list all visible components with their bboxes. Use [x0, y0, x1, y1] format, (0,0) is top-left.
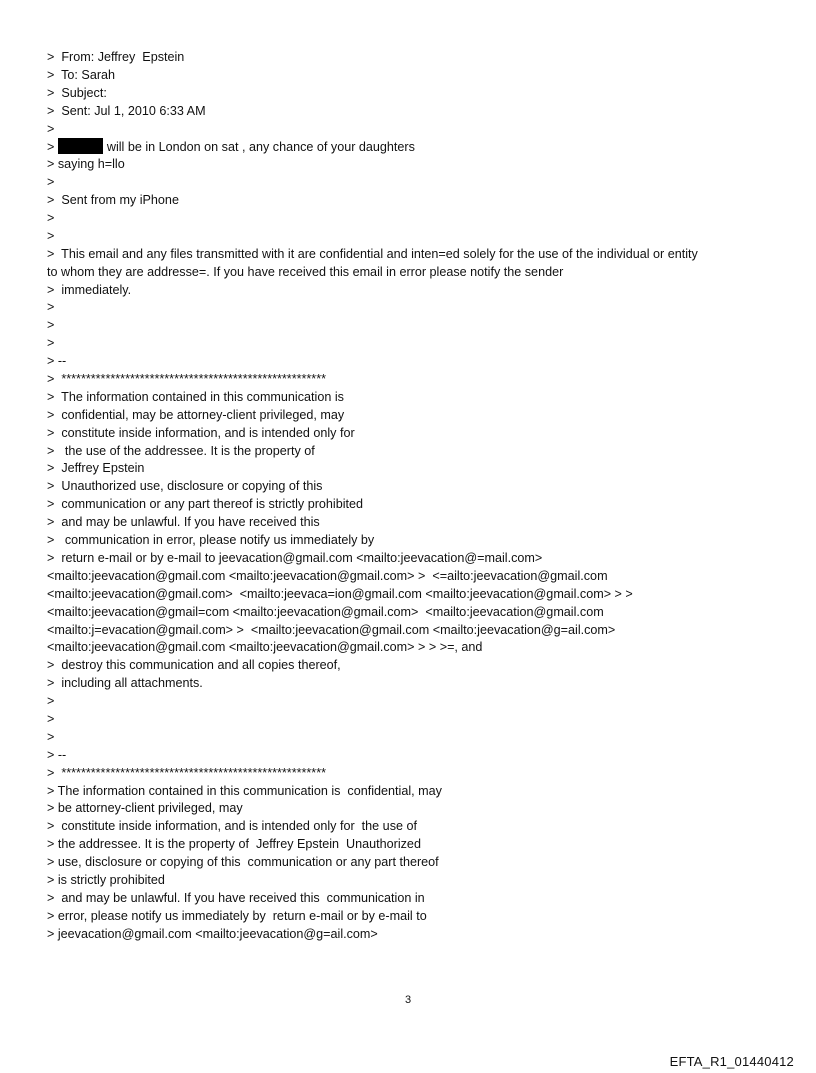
text-line: > use, disclosure or copying of this communication or any part thereof: [47, 855, 439, 870]
text-line: >: [47, 318, 55, 333]
text-line: > jeevacation@gmail.com <mailto:jeevacation@g=ail.com>: [47, 926, 378, 941]
text-line: >: [47, 175, 55, 190]
text-line: > Subject:: [47, 85, 107, 100]
text-line: <mailto:jeevacation@gmail.com <mailto:jeevacation@gmail.com> > <=ailto:jeevacation@gmail.com: [47, 568, 608, 583]
text-line: <mailto:jeevacation@gmail.com <mailto:jeevacation@gmail.com> > > >=, and: [47, 640, 483, 655]
document-id: EFTA_R1_01440412: [669, 1054, 794, 1069]
text-line: <mailto:j=evacation@gmail.com> > <mailto:jeevacation@gmail.com <mailto:jeevacation@g=ail.com>: [47, 622, 616, 637]
text-line: > including all attachments.: [47, 676, 203, 691]
page-number: 3: [404, 994, 412, 1006]
text-line-redacted: [47, 138, 787, 156]
text-line: > Sent from my iPhone: [47, 193, 179, 208]
text-line: > --: [47, 354, 67, 369]
text-line: to whom they are addresse=. If you have received this email in error please notify the sender: [47, 264, 564, 279]
text-line: > Sent: Jul 1, 2010 6:33 AM: [47, 103, 206, 118]
text-line: > return e-mail or by e-mail to jeevacation@gmail.com <mailto:jeevacation@=mail.com>: [47, 550, 543, 565]
text-line: > and may be unlawful. If you have received this: [47, 515, 320, 530]
text-line: >: [47, 121, 55, 136]
quote-marker: >: [47, 140, 55, 155]
text-fragment: will be in London on sat , any chance of your daughters: [106, 140, 415, 155]
text-line: >: [47, 228, 55, 243]
text-line: > The information contained in this communication is confidential, may: [47, 783, 442, 798]
text-line: > error, please notify us immediately by return e-mail or by e-mail to: [47, 908, 427, 923]
text-line: > Jeffrey Epstein: [47, 461, 145, 476]
text-line: > This email and any files transmitted with it are confidential and inten=ed solely for the use of the individual or entity: [47, 246, 698, 261]
text-line: <mailto:jeevacation@gmail.com> <mailto:jeevaca=ion@gmail.com <mailto:jeevacation@gmail.com> > >: [47, 586, 633, 601]
text-line: > Unauthorized use, disclosure or copying of this: [47, 479, 323, 494]
text-line: > communication in error, please notify us immediately by: [47, 533, 375, 548]
text-line: > the addressee. It is the property of Jeffrey Epstein Unauthorized: [47, 837, 421, 852]
separator-line: > ******************************************************: [47, 765, 327, 780]
text-line: > To: Sarah: [47, 67, 116, 82]
text-line: > destroy this communication and all copies thereof,: [47, 658, 341, 673]
text-line: > be attorney-client privileged, may: [47, 801, 243, 816]
text-line: > communication or any part thereof is strictly prohibited: [47, 497, 364, 512]
text-line: > immediately.: [47, 282, 132, 297]
text-line: >: [47, 211, 55, 226]
text-line: > confidential, may be attorney-client privileged, may: [47, 407, 345, 422]
separator-line: > ******************************************************: [47, 372, 327, 387]
text-line: >: [47, 336, 55, 351]
text-line: > the use of the addressee. It is the property of: [47, 443, 315, 458]
text-line: >: [47, 711, 55, 726]
text-line: >: [47, 694, 55, 709]
text-line: > is strictly prohibited: [47, 872, 165, 887]
text-line: > saying h=llo: [47, 157, 125, 172]
text-line: > --: [47, 747, 67, 762]
text-line: >: [47, 729, 55, 744]
text-line: > constitute inside information, and is intended only for the use of: [47, 819, 417, 834]
text-line: > The information contained in this communication is: [47, 389, 344, 404]
text-line: > From: Jeffrey Epstein: [47, 50, 185, 64]
text-line: >: [47, 300, 55, 315]
text-line: > constitute inside information, and is intended only for: [47, 425, 355, 440]
text-line: > and may be unlawful. If you have received this communication in: [47, 890, 425, 905]
redaction-block: [58, 138, 103, 154]
text-line: <mailto:jeevacation@gmail=com <mailto:jeevacation@gmail.com> <mailto:jeevacation@gmail.com: [47, 604, 604, 619]
email-body: [47, 49, 787, 944]
